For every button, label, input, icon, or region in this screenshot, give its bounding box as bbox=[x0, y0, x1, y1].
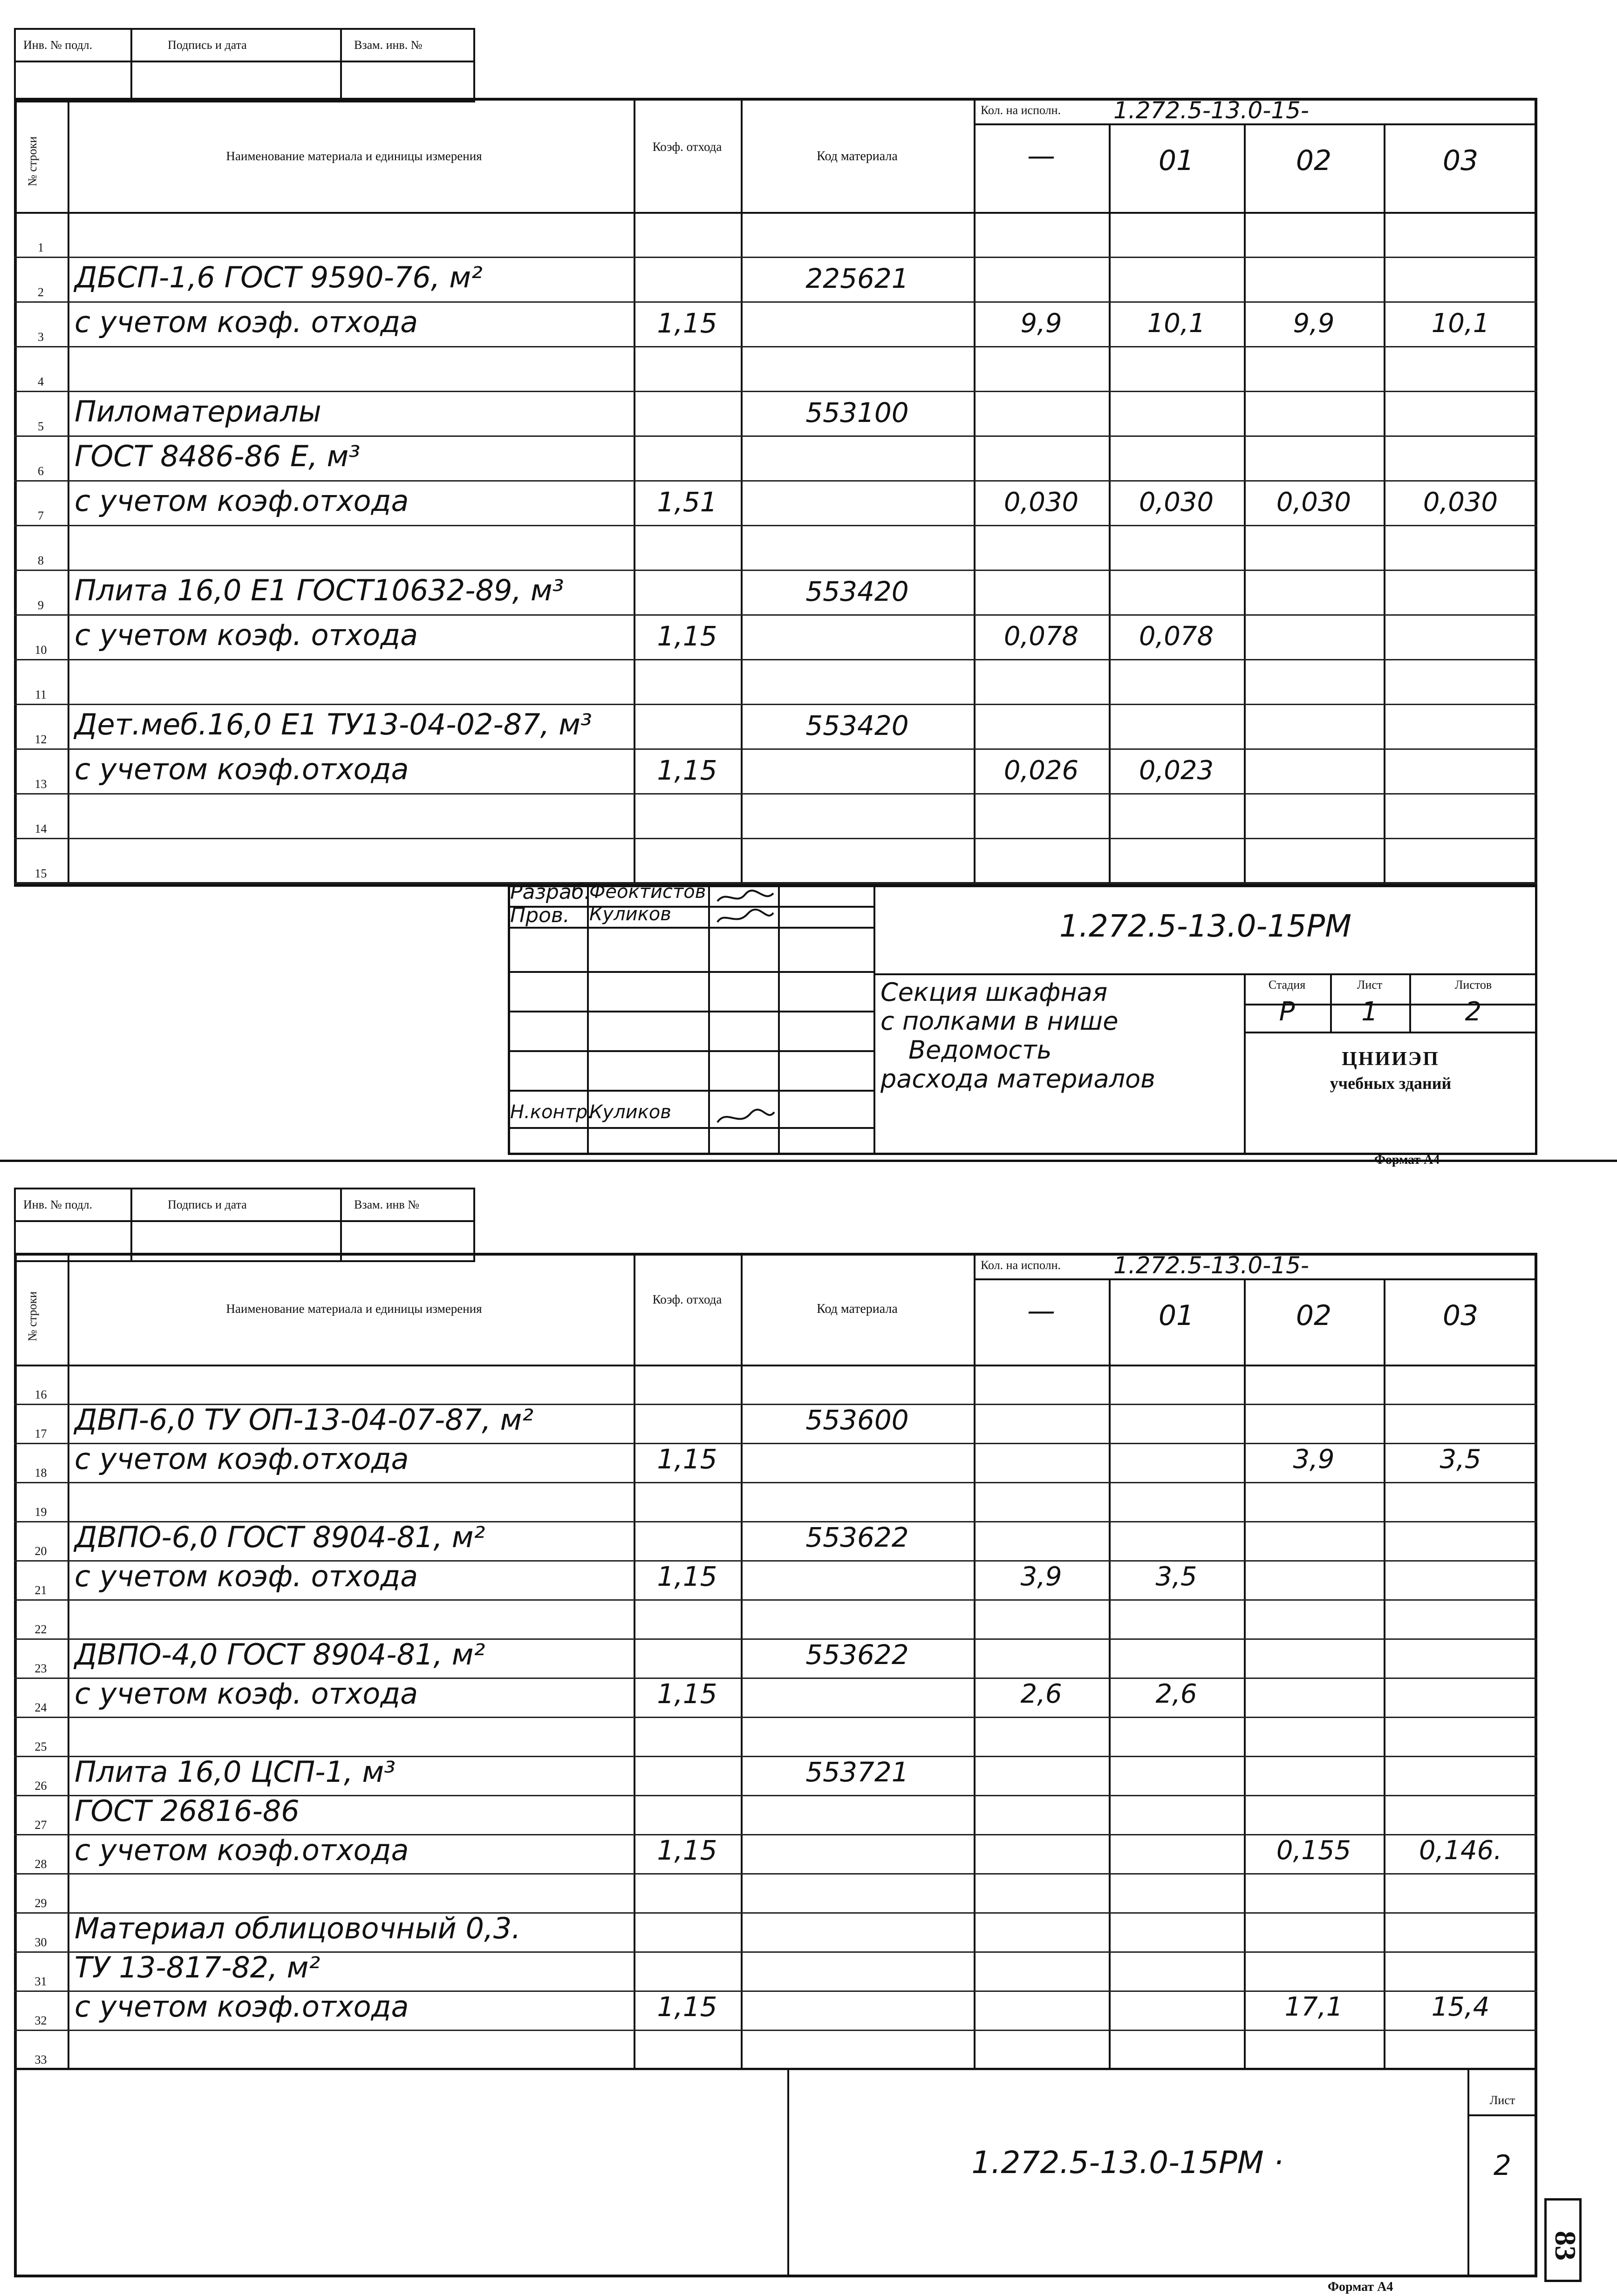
material-code: 225621 bbox=[805, 263, 909, 294]
qty-base: 2,6 bbox=[1020, 1679, 1062, 1709]
qty-03: 0,146. bbox=[1419, 1835, 1502, 1866]
qty-02: 0,030 bbox=[1276, 487, 1351, 517]
row-number: 8 bbox=[38, 554, 44, 567]
header-name: Наименование материала и единицы измерения bbox=[226, 149, 482, 163]
row-number: 21 bbox=[34, 1583, 47, 1597]
table-row bbox=[14, 1560, 1537, 1599]
qty-03: 15,4 bbox=[1431, 1992, 1490, 2022]
material-code: 553100 bbox=[805, 397, 909, 428]
table-row bbox=[14, 1678, 1537, 1717]
header-code: Код материала bbox=[817, 149, 898, 163]
page-number: 83 bbox=[1549, 2231, 1582, 2261]
signatures bbox=[713, 885, 778, 1155]
variant-01: 01 bbox=[1158, 144, 1194, 177]
title-line-1: Секция шкафная bbox=[880, 978, 1108, 1007]
header-qty-code: 1.272.5-13.0-15- bbox=[1113, 97, 1309, 124]
qty-01: 0,023 bbox=[1139, 755, 1214, 786]
row-number: 17 bbox=[34, 1427, 47, 1440]
qty-01: 0,030 bbox=[1139, 487, 1214, 517]
page-number-box bbox=[1544, 2198, 1582, 2282]
doc-code-2: 1.272.5-13.0-15РМ · bbox=[971, 2145, 1283, 2181]
nkontr-label: Н.контр. bbox=[510, 1101, 594, 1123]
qty-03: 10,1 bbox=[1431, 308, 1490, 339]
qty-base: 0,026 bbox=[1003, 755, 1079, 786]
table-row bbox=[14, 659, 1537, 704]
table-row bbox=[14, 2030, 1537, 2069]
header-coef-2: Коэф. отхода bbox=[652, 1292, 722, 1306]
row-number: 26 bbox=[34, 1779, 47, 1793]
row-number: 4 bbox=[38, 375, 44, 388]
variant-dash-2: — bbox=[1027, 1295, 1055, 1327]
header-qty-code-2: 1.272.5-13.0-15- bbox=[1113, 1252, 1309, 1279]
qty-01: 2,6 bbox=[1155, 1679, 1197, 1709]
waste-coef: 1,15 bbox=[657, 1834, 717, 1866]
approval-stamp-top-2 bbox=[14, 1188, 480, 1262]
stage-label: Стадия bbox=[1268, 978, 1306, 992]
qty-base: 9,9 bbox=[1020, 308, 1062, 339]
material-name: Материал облицовочный 0,3. bbox=[75, 1911, 521, 1945]
doc-code-1: 1.272.5-13.0-15РМ bbox=[1059, 908, 1352, 944]
table-row bbox=[14, 1521, 1537, 1560]
qty-01: 10,1 bbox=[1147, 308, 1206, 339]
row-number: 22 bbox=[34, 1623, 47, 1636]
qty-01: 3,5 bbox=[1155, 1562, 1197, 1592]
material-code: 553600 bbox=[805, 1404, 909, 1436]
table-body-2 bbox=[14, 1365, 1537, 2068]
lists-label: Листов bbox=[1454, 978, 1492, 992]
header-row-no-2: № строки bbox=[26, 1291, 39, 1341]
lists-value: 2 bbox=[1465, 997, 1482, 1027]
table-row bbox=[14, 346, 1537, 391]
header-row-no: № строки bbox=[26, 136, 39, 186]
row-number: 30 bbox=[34, 1936, 47, 1949]
format-label-2: Формат А4 bbox=[1328, 2280, 1393, 2294]
table-row bbox=[14, 570, 1537, 614]
material-code: 553622 bbox=[805, 1639, 909, 1671]
title-line-2: с полками в нише bbox=[880, 1006, 1119, 1036]
material-name: ГОСТ 26816-86 bbox=[75, 1794, 300, 1828]
table-row bbox=[14, 1638, 1537, 1678]
table-row bbox=[14, 1912, 1537, 1951]
table-row bbox=[14, 704, 1537, 748]
header-name-2: Наименование материала и единицы измерения bbox=[226, 1302, 482, 1316]
table-row bbox=[14, 748, 1537, 793]
table-row bbox=[14, 391, 1537, 435]
header-qty-label-2: Кол. на исполн. bbox=[981, 1258, 1061, 1272]
vzam-label-2: Взам. инв № bbox=[354, 1198, 420, 1211]
material-name: ДВП-6,0 ТУ ОП-13-04-07-87, м² bbox=[75, 1403, 534, 1437]
waste-coef: 1,15 bbox=[657, 307, 717, 339]
waste-coef: 1,51 bbox=[657, 486, 717, 518]
row-number: 20 bbox=[34, 1544, 47, 1558]
table-row bbox=[14, 301, 1537, 346]
row-number: 33 bbox=[34, 2053, 47, 2066]
sheet-2 bbox=[14, 1174, 1582, 2294]
table-row bbox=[14, 614, 1537, 659]
row-number: 6 bbox=[38, 464, 44, 478]
row-number: 2 bbox=[38, 285, 44, 299]
sign-label-2: Подпись и дата bbox=[168, 1198, 247, 1211]
qty-03: 0,030 bbox=[1423, 487, 1498, 517]
row-number: 7 bbox=[38, 509, 44, 523]
table-row bbox=[14, 1834, 1537, 1873]
table-row bbox=[14, 1443, 1537, 1482]
row-number: 28 bbox=[34, 1857, 47, 1871]
table-row bbox=[14, 793, 1537, 838]
row-number: 3 bbox=[38, 330, 44, 344]
qty-02: 9,9 bbox=[1293, 308, 1335, 339]
title-line-4: расхода материалов bbox=[880, 1064, 1155, 1094]
variant-03-2: 03 bbox=[1442, 1299, 1479, 1332]
header-coef: Коэф. отхода bbox=[652, 140, 722, 154]
sheet-1 bbox=[14, 0, 1537, 1167]
prov-name: Куликов bbox=[589, 903, 671, 925]
table-row bbox=[14, 1365, 1537, 1404]
material-name: Дет.меб.16,0 Е1 ТУ13-04-02-87, м³ bbox=[75, 707, 592, 741]
row-number: 15 bbox=[34, 867, 47, 880]
material-name: ТУ 13-817-82, м² bbox=[75, 1950, 321, 1984]
material-name: с учетом коэф. отхода bbox=[75, 618, 418, 652]
qty-03: 3,5 bbox=[1440, 1444, 1481, 1474]
material-name: ДВПО-4,0 ГОСТ 8904-81, м² bbox=[75, 1637, 485, 1671]
row-number: 13 bbox=[34, 777, 47, 791]
row-number: 31 bbox=[34, 1975, 47, 1988]
title-line-3: Ведомость bbox=[908, 1035, 1052, 1065]
material-name: с учетом коэф.отхода bbox=[75, 1833, 409, 1867]
material-name: с учетом коэф.отхода bbox=[75, 484, 409, 518]
waste-coef: 1,15 bbox=[657, 1678, 717, 1710]
material-code: 553420 bbox=[805, 710, 909, 741]
table-row bbox=[14, 1717, 1537, 1756]
sign-label: Подпись и дата bbox=[168, 38, 247, 52]
material-code: 553622 bbox=[805, 1522, 909, 1553]
row-number: 19 bbox=[34, 1505, 47, 1519]
table-row bbox=[14, 1795, 1537, 1834]
material-name: с учетом коэф. отхода bbox=[75, 1677, 418, 1711]
material-name: Плита 16,0 Е1 ГОСТ10632-89, м³ bbox=[75, 573, 564, 607]
waste-coef: 1,15 bbox=[657, 754, 717, 786]
vzam-label: Взам. инв. № bbox=[354, 38, 423, 52]
row-number: 16 bbox=[34, 1388, 47, 1401]
table-row bbox=[14, 435, 1537, 480]
table-row bbox=[14, 1951, 1537, 1990]
org-subname: учебных зданий bbox=[1330, 1074, 1452, 1093]
qty-02: 17,1 bbox=[1284, 1992, 1343, 2022]
material-code: 553721 bbox=[805, 1756, 909, 1788]
razrab-label: Разраб. bbox=[510, 880, 591, 904]
material-name: с учетом коэф.отхода bbox=[75, 1990, 409, 2024]
inv-label: Инв. № подл. bbox=[23, 38, 93, 52]
row-number: 1 bbox=[38, 241, 44, 254]
row-number: 29 bbox=[34, 1896, 47, 1910]
material-name: ГОСТ 8486-86 Е, м³ bbox=[75, 439, 361, 473]
table-row bbox=[14, 1873, 1537, 1912]
row-number: 12 bbox=[34, 733, 47, 746]
material-name: Плита 16,0 ЦСП-1, м³ bbox=[75, 1755, 396, 1789]
nkontr-name: Куликов bbox=[589, 1101, 671, 1123]
row-number: 9 bbox=[38, 598, 44, 612]
waste-coef: 1,15 bbox=[657, 1991, 717, 2023]
stage-value: Р bbox=[1279, 997, 1295, 1027]
waste-coef: 1,15 bbox=[657, 1561, 717, 1592]
material-name: ДВПО-6,0 ГОСТ 8904-81, м² bbox=[75, 1520, 485, 1554]
prov-label: Пров. bbox=[510, 903, 570, 927]
qty-02: 3,9 bbox=[1293, 1444, 1335, 1474]
row-divider bbox=[14, 883, 1537, 884]
row-number: 27 bbox=[34, 1818, 47, 1832]
row-number: 14 bbox=[34, 822, 47, 836]
material-name: ДБСП-1,6 ГОСТ 9590-76, м² bbox=[75, 260, 483, 294]
waste-coef: 1,15 bbox=[657, 620, 717, 652]
waste-coef: 1,15 bbox=[657, 1443, 717, 1475]
list-label-2: Лист bbox=[1489, 2093, 1515, 2107]
row-number: 18 bbox=[34, 1466, 47, 1480]
row-number: 11 bbox=[34, 688, 47, 701]
header-qty-label: Кол. на исполн. bbox=[981, 103, 1061, 117]
inv-label-2: Инв. № подл. bbox=[23, 1198, 93, 1211]
table-body-1 bbox=[14, 212, 1537, 885]
approval-stamp-top bbox=[14, 28, 480, 102]
row-number: 25 bbox=[34, 1740, 47, 1753]
variant-01-2: 01 bbox=[1158, 1299, 1194, 1332]
table-row bbox=[14, 838, 1537, 883]
material-code: 553420 bbox=[805, 576, 909, 607]
row-number: 5 bbox=[38, 420, 44, 433]
material-name: с учетом коэф.отхода bbox=[75, 752, 409, 786]
material-name: Пиломатериалы bbox=[75, 394, 321, 428]
qty-02: 0,155 bbox=[1276, 1835, 1351, 1866]
list-value: 1 bbox=[1361, 997, 1378, 1027]
list-label: Лист bbox=[1357, 978, 1383, 992]
row-number: 23 bbox=[34, 1662, 47, 1675]
row-number: 10 bbox=[34, 643, 47, 657]
material-name: с учетом коэф. отхода bbox=[75, 1559, 418, 1593]
variant-dash: — bbox=[1027, 140, 1055, 172]
material-name: с учетом коэф. отхода bbox=[75, 305, 418, 339]
table-row bbox=[14, 1482, 1537, 1521]
table-row bbox=[14, 257, 1537, 301]
format-label-1: Формат А4 bbox=[1374, 1153, 1440, 1167]
variant-03: 03 bbox=[1442, 144, 1479, 177]
table-row bbox=[14, 1599, 1537, 1638]
row-number: 32 bbox=[34, 2014, 47, 2027]
qty-01: 0,078 bbox=[1139, 621, 1214, 652]
table-row bbox=[14, 480, 1537, 525]
variant-02: 02 bbox=[1296, 144, 1332, 177]
org-name: ЦНИИЭП bbox=[1342, 1048, 1440, 1070]
material-name: с учетом коэф.отхода bbox=[75, 1442, 409, 1476]
doc-title bbox=[880, 978, 1155, 1094]
qty-base: 3,9 bbox=[1020, 1562, 1062, 1592]
razrab-name: Феоктистов bbox=[589, 881, 706, 903]
list-value-2: 2 bbox=[1493, 2149, 1512, 2182]
table-row bbox=[14, 525, 1537, 570]
table-row bbox=[14, 1756, 1537, 1795]
table-row bbox=[14, 1990, 1537, 2030]
header-code-2: Код материала bbox=[817, 1302, 898, 1316]
variant-02-2: 02 bbox=[1296, 1299, 1332, 1332]
qty-base: 0,078 bbox=[1003, 621, 1079, 652]
qty-base: 0,030 bbox=[1003, 487, 1079, 517]
table-row bbox=[14, 212, 1537, 257]
row-number: 24 bbox=[34, 1701, 47, 1714]
table-row bbox=[14, 1404, 1537, 1443]
